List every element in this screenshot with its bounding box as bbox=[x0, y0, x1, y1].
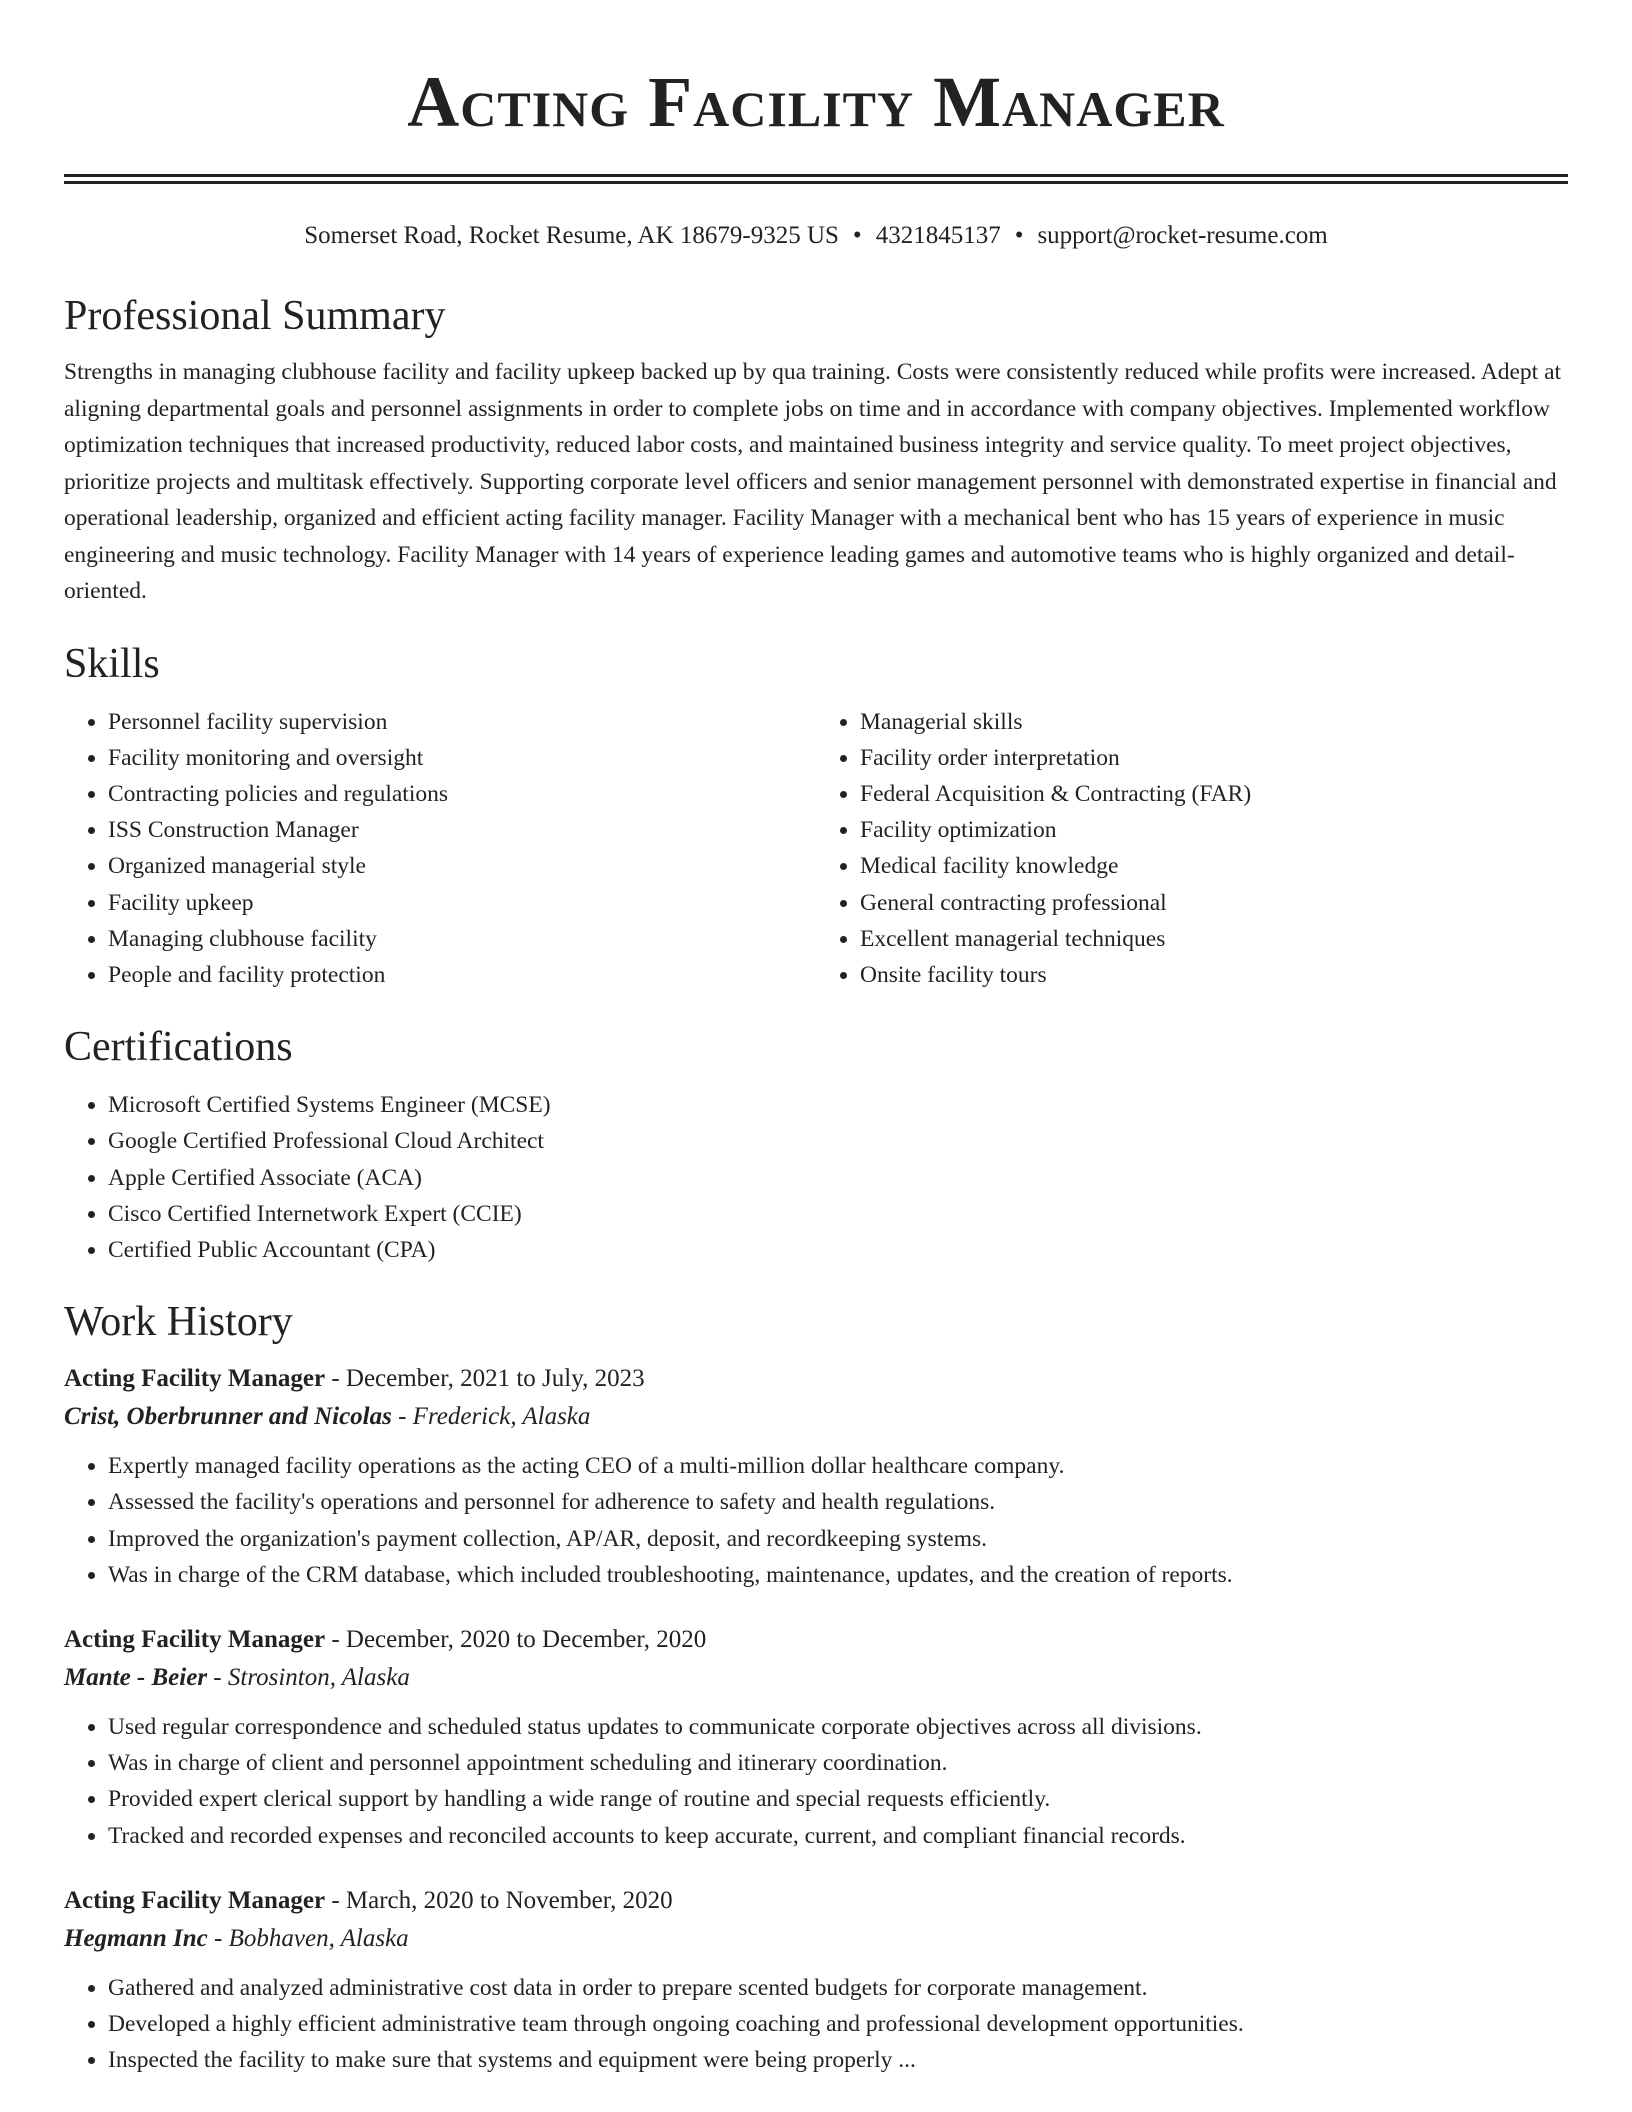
job-entry bbox=[64, 1882, 1568, 2079]
skills-list-right bbox=[816, 704, 1568, 994]
job-company: Mante - Beier bbox=[64, 1663, 208, 1691]
job-company-line bbox=[64, 1398, 1568, 1436]
job-location: - Frederick, Alaska bbox=[391, 1403, 591, 1431]
title-divider bbox=[64, 174, 1568, 184]
skill-item: • ISS Construction Manager bbox=[108, 812, 816, 848]
skill-item: • Federal Acquisition & Contracting (FAR) bbox=[860, 776, 1568, 812]
job-dates: - December, 2020 to December, 2020 bbox=[325, 1625, 707, 1653]
job-title-line bbox=[64, 1621, 1568, 1659]
job-bullet: • Was in charge of the CRM database, which included troubleshooting, maintenance, updates, and the creation of reports. bbox=[108, 1557, 1568, 1593]
job-company-line bbox=[64, 1659, 1568, 1697]
job-bullets bbox=[64, 1448, 1568, 1593]
skill-item: • Organized managerial style bbox=[108, 848, 816, 884]
skill-item: • Excellent managerial techniques bbox=[860, 921, 1568, 957]
job-bullet: • Improved the organization's payment collection, AP/AR, deposit, and recordkeeping systems. bbox=[108, 1521, 1568, 1557]
skills-columns bbox=[64, 704, 1568, 994]
job-location: - Strosinton, Alaska bbox=[207, 1663, 410, 1691]
job-bullets bbox=[64, 1709, 1568, 1854]
certifications-section bbox=[64, 1021, 1568, 1268]
skill-item: • General contracting professional bbox=[860, 885, 1568, 921]
job-title: Acting Facility Manager bbox=[64, 1365, 326, 1393]
job-company: Hegmann Inc bbox=[64, 1924, 208, 1952]
job-bullets bbox=[64, 1970, 1568, 2079]
job-bullet: • Developed a highly efficient administrative team through ongoing coaching and professional development opportunities. bbox=[108, 2006, 1568, 2042]
contact-email: support@rocket-resume.com bbox=[1037, 222, 1328, 249]
resume-title: Acting Facility Manager bbox=[407, 62, 1225, 142]
skill-item: • Onsite facility tours bbox=[860, 957, 1568, 993]
job-dates: - March, 2020 to November, 2020 bbox=[325, 1886, 673, 1914]
job-company: Crist, Oberbrunner and Nicolas bbox=[64, 1403, 392, 1431]
job-company-line bbox=[64, 1920, 1568, 1958]
certification-item: • Microsoft Certified Systems Engineer (MCSE) bbox=[108, 1087, 1568, 1123]
skill-item: • Facility order interpretation bbox=[860, 740, 1568, 776]
job-entry bbox=[64, 1621, 1568, 1854]
job-bullet: • Used regular correspondence and scheduled status updates to communicate corporate objectives across all divisions. bbox=[108, 1709, 1568, 1745]
skill-item: • Contracting policies and regulations bbox=[108, 776, 816, 812]
job-title-line bbox=[64, 1360, 1568, 1398]
skill-item: • Facility monitoring and oversight bbox=[108, 740, 816, 776]
job-bullet: • Was in charge of client and personnel appointment scheduling and itinerary coordination. bbox=[108, 1745, 1568, 1781]
resume-page bbox=[64, 0, 1568, 2078]
skills-list-left bbox=[64, 704, 816, 994]
job-bullet: • Provided expert clerical support by handling a wide range of routine and special requests efficiently. bbox=[108, 1781, 1568, 1817]
skill-item: • Managerial skills bbox=[860, 704, 1568, 740]
contact-address: Somerset Road, Rocket Resume, AK 18679-9325 US bbox=[304, 222, 839, 249]
contact-phone: 4321845137 bbox=[875, 222, 1001, 249]
skill-item: • Personnel facility supervision bbox=[108, 704, 816, 740]
contact-separator: • bbox=[852, 222, 862, 249]
skill-item: • Medical facility knowledge bbox=[860, 848, 1568, 884]
job-bullet: • Expertly managed facility operations as the acting CEO of a multi-million dollar healthcare company. bbox=[108, 1448, 1568, 1484]
job-title: Acting Facility Manager bbox=[64, 1625, 326, 1653]
contact-separator: • bbox=[1014, 222, 1024, 249]
summary-heading: Professional Summary bbox=[64, 293, 446, 339]
skill-item: • Facility upkeep bbox=[108, 885, 816, 921]
skill-item: • Facility optimization bbox=[860, 812, 1568, 848]
work-history-section bbox=[64, 1296, 1568, 2078]
summary-text: Strengths in managing clubhouse facility and facility upkeep backed up by qua training. Costs were consistently reduced while profits were increased. Adept at aligning departmental goals and personnel assignments in order to complete jobs on time and in accordance with company objectives. Implemented workflow optimization techniques that increased productivity, reduced labor costs, and maintained business integrity and service quality. To meet project objectives, prioritize projects and multitask effectively. Supporting corporate level officers and senior management personnel with demonstrated expertise in financial and operational leadership, organized and efficient acting facility manager. Facility Manager with a mechanical bent who has 15 years of experience in music engineering and music technology. Facility Manager with 14 years of experience leading games and automotive teams who is highly organized and detail-oriented. bbox=[64, 359, 1562, 604]
certification-item: • Certified Public Accountant (CPA) bbox=[108, 1232, 1568, 1268]
work-history-heading: Work History bbox=[64, 1299, 293, 1346]
job-entry bbox=[64, 1360, 1568, 1593]
job-location: - Bobhaven, Alaska bbox=[207, 1924, 409, 1952]
certifications-heading: Certifications bbox=[64, 1024, 293, 1071]
job-bullet: • Gathered and analyzed administrative cost data in order to prepare scented budgets for corporate management. bbox=[108, 1970, 1568, 2006]
skill-item: • Managing clubhouse facility bbox=[108, 921, 816, 957]
job-bullet: • Tracked and recorded expenses and reconciled accounts to keep accurate, current, and compliant financial records. bbox=[108, 1818, 1568, 1854]
job-bullet: • Assessed the facility's operations and personnel for adherence to safety and health regulations. bbox=[108, 1484, 1568, 1520]
certifications-list bbox=[64, 1087, 1568, 1268]
certification-item: • Google Certified Professional Cloud Architect bbox=[108, 1123, 1568, 1159]
job-title-line bbox=[64, 1882, 1568, 1920]
skills-section bbox=[64, 638, 1568, 994]
job-bullet: • Inspected the facility to make sure that systems and equipment were being properly ... bbox=[108, 2042, 1568, 2078]
contact-line bbox=[64, 220, 1568, 252]
skills-heading: Skills bbox=[64, 640, 160, 687]
job-title: Acting Facility Manager bbox=[64, 1886, 326, 1914]
job-dates: - December, 2021 to July, 2023 bbox=[325, 1365, 645, 1393]
certification-item: • Cisco Certified Internetwork Expert (CCIE) bbox=[108, 1196, 1568, 1232]
certification-item: • Apple Certified Associate (ACA) bbox=[108, 1160, 1568, 1196]
summary-section bbox=[64, 290, 1568, 610]
skill-item: • People and facility protection bbox=[108, 957, 816, 993]
